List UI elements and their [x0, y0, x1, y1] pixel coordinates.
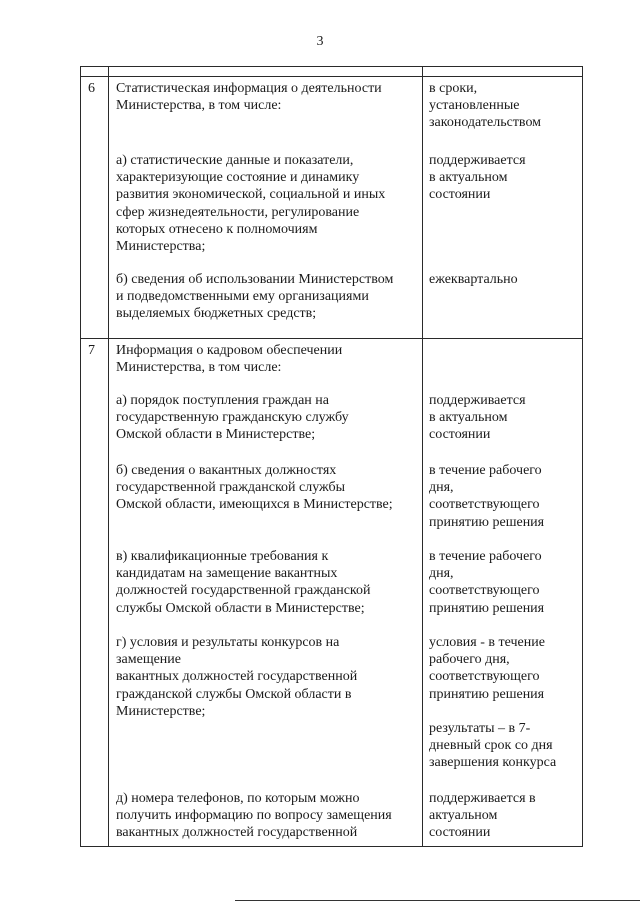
item-text: а) порядок поступления граждан на государственную гражданскую службу Омской области в Министерстве;: [116, 393, 349, 443]
bottom-rule: [235, 900, 640, 901]
period-text: поддерживается в актуальном состоянии: [429, 153, 526, 203]
period-text: поддерживается в актуальном состоянии: [429, 393, 526, 443]
row-title: Статистическая информация о деятельности Министерства, в том числе:: [116, 81, 382, 114]
period-text: в сроки, установленные законодательством: [429, 81, 542, 131]
item-text: б) сведения о вакантных должностях государственной гражданской службы Омской области, имеющихся в Министерстве;: [116, 463, 393, 513]
column-divider-period: [422, 66, 423, 847]
row-title: Информация о кадровом обеспечении Министерства, в том числе:: [116, 343, 343, 376]
period-text: ежеквартально: [429, 272, 518, 287]
period-text: в течение рабочего дня, соответствующего принятию решения: [429, 463, 545, 530]
item-text: в) квалификационные требования к кандидатам на замещение вакантных должностей государственной гражданской службы Омской области в Министерстве;: [116, 549, 371, 616]
row-number: 6: [88, 81, 95, 96]
table-header-rule: [80, 76, 583, 77]
item-text: а) статистические данные и показатели, характеризующие состояние и динамику развития экономической, социальной и иных сфер жизнедеятельности, регулирование которых отнесено к полномочиям Министерства;: [116, 153, 386, 255]
period-text: поддерживается в актуальном состоянии: [429, 791, 536, 841]
period-text-extra: результаты – в 7- дневный срок со дня завершения конкурса: [429, 721, 557, 771]
row-number: 7: [88, 343, 95, 358]
column-divider-number: [108, 66, 109, 847]
item-text: д) номера телефонов, по которым можно получить информацию по вопросу замещения вакантных должностей государственной: [116, 791, 392, 841]
row-divider: [80, 338, 583, 339]
item-text: г) условия и результаты конкурсов на замещение вакантных должностей государственной гражданской службы Омской области в Министерстве;: [116, 635, 358, 719]
table-bottom-border: [80, 846, 583, 847]
period-text: в течение рабочего дня, соответствующего принятию решения: [429, 549, 545, 616]
item-text: б) сведения об использовании Министерством и подведомственными ему организациями выделяемых бюджетных средств;: [116, 272, 394, 322]
table-left-border: [80, 66, 81, 847]
page-number: 3: [316, 34, 324, 49]
table-top-border: [80, 66, 583, 67]
period-text: условия - в течение рабочего дня, соответствующего принятию решения: [429, 635, 545, 702]
table-right-border: [582, 66, 583, 847]
